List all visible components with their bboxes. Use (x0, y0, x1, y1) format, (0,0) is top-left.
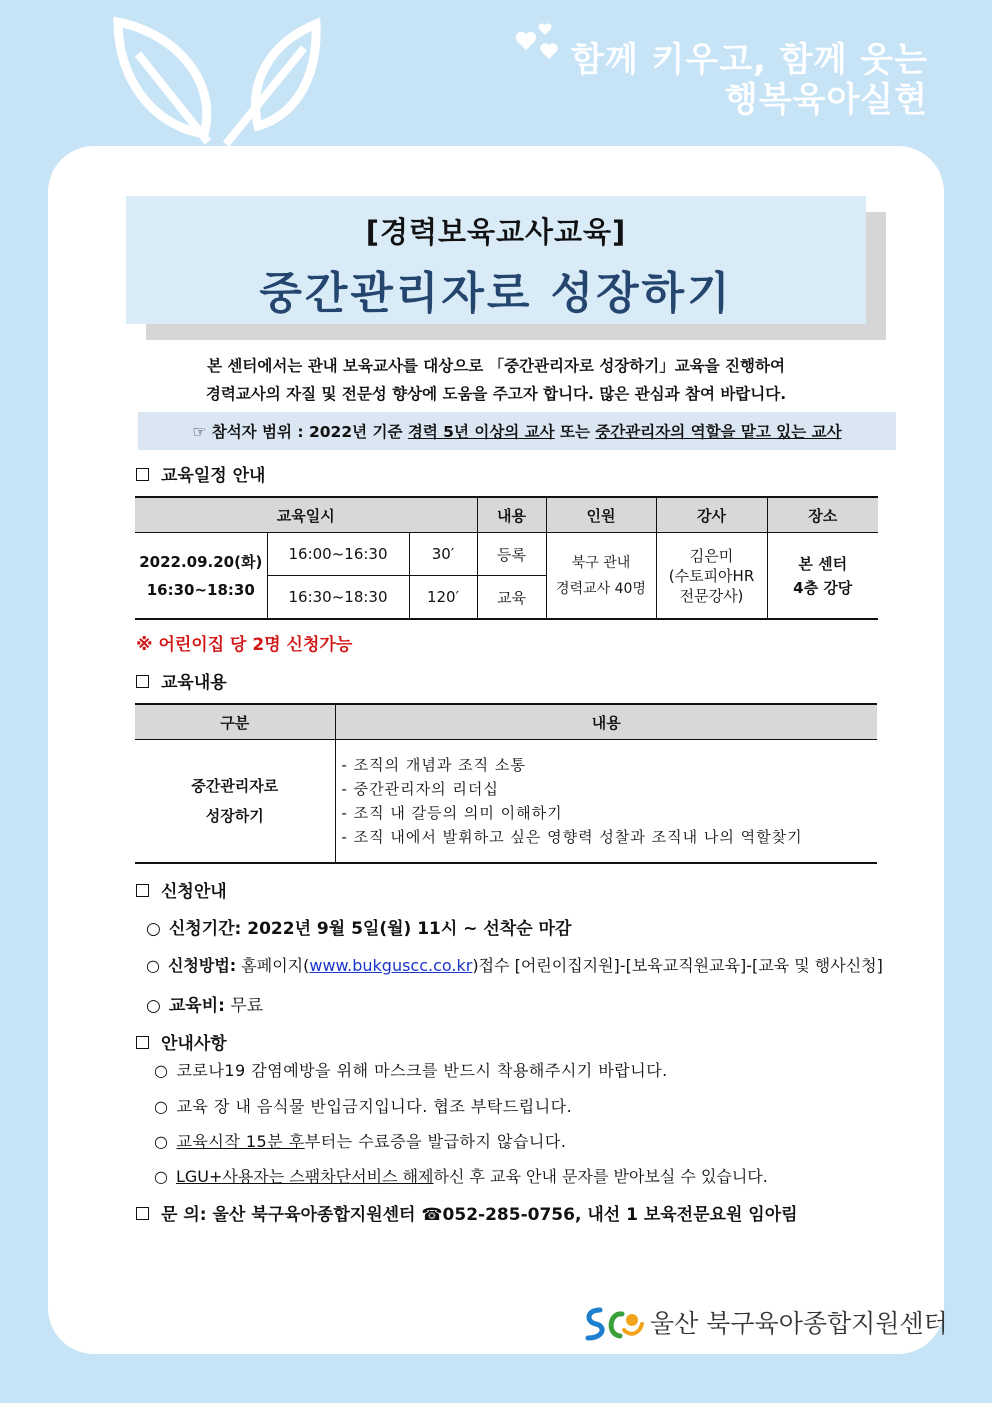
schedule-header-row (135, 497, 878, 533)
intro-line-1: 본 센터에서는 관내 보육교사를 대상으로 「중간관리자로 성장하기」교육을 진행하여 (207, 357, 785, 375)
place-cell (767, 533, 878, 620)
checkbox-square-icon (136, 468, 149, 481)
circle-bullet-icon: ○ (154, 1061, 169, 1080)
education-category (135, 740, 335, 864)
header-detail: 내용 (335, 704, 877, 740)
schedule-heading (136, 461, 265, 486)
category-line-1: 중간관리자로 (191, 777, 279, 795)
guide-item-3-underlined: 교육시작 15분 후 (176, 1132, 305, 1151)
guide-heading (136, 1029, 227, 1054)
slogan-line-1: 함께 키우고, 함께 웃는 (570, 40, 928, 80)
education-header-row (135, 704, 877, 740)
application-method (146, 953, 883, 976)
guide-item-2-text: 교육 장 내 음식물 반입금지입니다. 협조 부탁드립니다. (176, 1097, 573, 1116)
row-time: 16:00~16:30 (267, 533, 409, 576)
checkbox-square-icon (136, 1207, 149, 1220)
lecturer-line-3: 전문강사) (679, 586, 744, 605)
education-items (335, 740, 877, 864)
table-row (135, 533, 878, 576)
application-period (146, 914, 571, 939)
row-time: 16:30~18:30 (267, 576, 409, 620)
header-place: 장소 (767, 497, 878, 533)
intro-line-2: 경력교사의 자질 및 전문성 향상에 도움을 주고자 합니다. 많은 관심과 참여 바랍니다. (205, 385, 787, 403)
row-duration: 120′ (409, 576, 477, 620)
header-people: 인원 (546, 497, 656, 533)
target-middle: 또는 (554, 423, 596, 441)
list-item: - 조직 내 갈등의 의미 이해하기 (341, 804, 563, 822)
header-category: 구분 (135, 704, 335, 740)
target-prefix: ☞ 참석자 범위 : 2022년 기준 (192, 423, 408, 441)
header-lecturer: 강사 (656, 497, 767, 533)
lecturer-line-2: (수토피아HR (668, 566, 755, 585)
people-cell (546, 533, 656, 620)
application-heading (136, 877, 227, 902)
target-bar (138, 412, 896, 450)
method-post: )접수 [어린이집지원]-[보육교직원교육]-[교육 및 행사신청] (472, 956, 883, 975)
row-content: 등록 (477, 533, 546, 576)
circle-bullet-icon: ○ (146, 996, 161, 1016)
application-heading-text: 신청안내 (161, 882, 227, 902)
guide-item-1 (154, 1058, 668, 1081)
notice-text: ※ 어린이집 당 2명 신청가능 (136, 635, 353, 655)
people-line-2: 경력교사 40명 (556, 580, 646, 597)
lecturer-line-1: 김은미 (689, 546, 734, 565)
place-line-2: 4층 강당 (793, 578, 853, 597)
circle-bullet-icon: ○ (154, 1132, 169, 1151)
education-table (135, 703, 877, 864)
guide-item-4 (154, 1164, 768, 1187)
header-datetime: 교육일시 (135, 497, 477, 533)
schedule-date-cell (135, 533, 267, 620)
header-content: 내용 (477, 497, 546, 533)
target-part-2: 중간관리자의 역할을 맡고 있는 교사 (595, 423, 842, 441)
contact-text: 문 의: 울산 북구육아종합지원센터 ☎052-285-0756, 내선 1 보육전문요원 임아림 (161, 1205, 798, 1225)
people-line-1: 북구 관내 (571, 554, 631, 571)
circle-bullet-icon: ○ (146, 956, 160, 975)
circle-bullet-icon: ○ (154, 1097, 169, 1116)
education-heading-text: 교육내용 (161, 673, 227, 693)
hearts-icon (508, 20, 568, 70)
education-heading (136, 668, 227, 693)
slogan-line-2: 행복육아실현 (724, 80, 928, 120)
guide-item-3 (154, 1129, 566, 1152)
application-period-text: 신청기간: 2022년 9월 5일(월) 11시 ~ 선착순 마감 (168, 919, 572, 939)
fee-label: 교육비: (168, 996, 225, 1016)
application-fee (146, 991, 263, 1016)
lecturer-cell (656, 533, 767, 620)
row-duration: 30′ (409, 533, 477, 576)
title-sub: [경력보육교사교육] (365, 215, 627, 249)
guide-item-3-rest: 부터는 수료증을 발급하지 않습니다. (304, 1132, 567, 1151)
intro-text (140, 352, 852, 408)
place-line-1: 본 센터 (798, 554, 848, 573)
guide-item-4-rest: 하신 후 교육 안내 문자를 받아보실 수 있습니다. (433, 1167, 768, 1186)
checkbox-square-icon (136, 1036, 149, 1049)
fee-value: 무료 (224, 996, 264, 1016)
title-box (126, 196, 866, 324)
guide-heading-text: 안내사항 (161, 1034, 227, 1054)
slogan (571, 40, 928, 120)
footer-org-name: 울산 북구육아종합지원센터 (650, 1309, 948, 1338)
method-pre: 홈페이지( (236, 956, 310, 975)
page-title: 중간관리자로 성장하기 (259, 268, 733, 319)
table-row (135, 740, 877, 864)
method-label: 신청방법: (167, 956, 237, 975)
homepage-link[interactable]: www.bukguscc.co.kr (309, 956, 473, 975)
guide-item-4-underlined: LGU+사용자는 스팸차단서비스 해제 (175, 1167, 434, 1186)
contact-line (136, 1200, 798, 1225)
schedule-heading-text: 교육일정 안내 (161, 466, 266, 486)
checkbox-square-icon (136, 884, 149, 897)
list-item: - 조직 내에서 발휘하고 싶은 영향력 성찰과 조직내 나의 역할찾기 (341, 828, 803, 846)
circle-bullet-icon: ○ (154, 1167, 168, 1186)
circle-bullet-icon: ○ (146, 919, 161, 939)
list-item: - 중간관리자의 리더십 (341, 780, 499, 798)
guide-item-2 (154, 1094, 572, 1117)
center-logo-icon (582, 1304, 644, 1344)
schedule-date: 2022.09.20(화) (139, 552, 263, 571)
target-part-1: 경력 5년 이상의 교사 (407, 423, 555, 441)
schedule-time-total: 16:30~18:30 (146, 580, 255, 599)
row-content: 교육 (477, 576, 546, 620)
checkbox-square-icon (136, 675, 149, 688)
guide-item-1-text: 코로나19 감염예방을 위해 마스크를 반드시 착용해주시기 바랍니다. (176, 1061, 668, 1080)
category-line-2: 성장하기 (205, 807, 264, 825)
list-item: - 조직의 개념과 조직 소통 (341, 756, 526, 774)
leaf-decoration-icon (108, 14, 328, 146)
schedule-table (135, 496, 878, 620)
